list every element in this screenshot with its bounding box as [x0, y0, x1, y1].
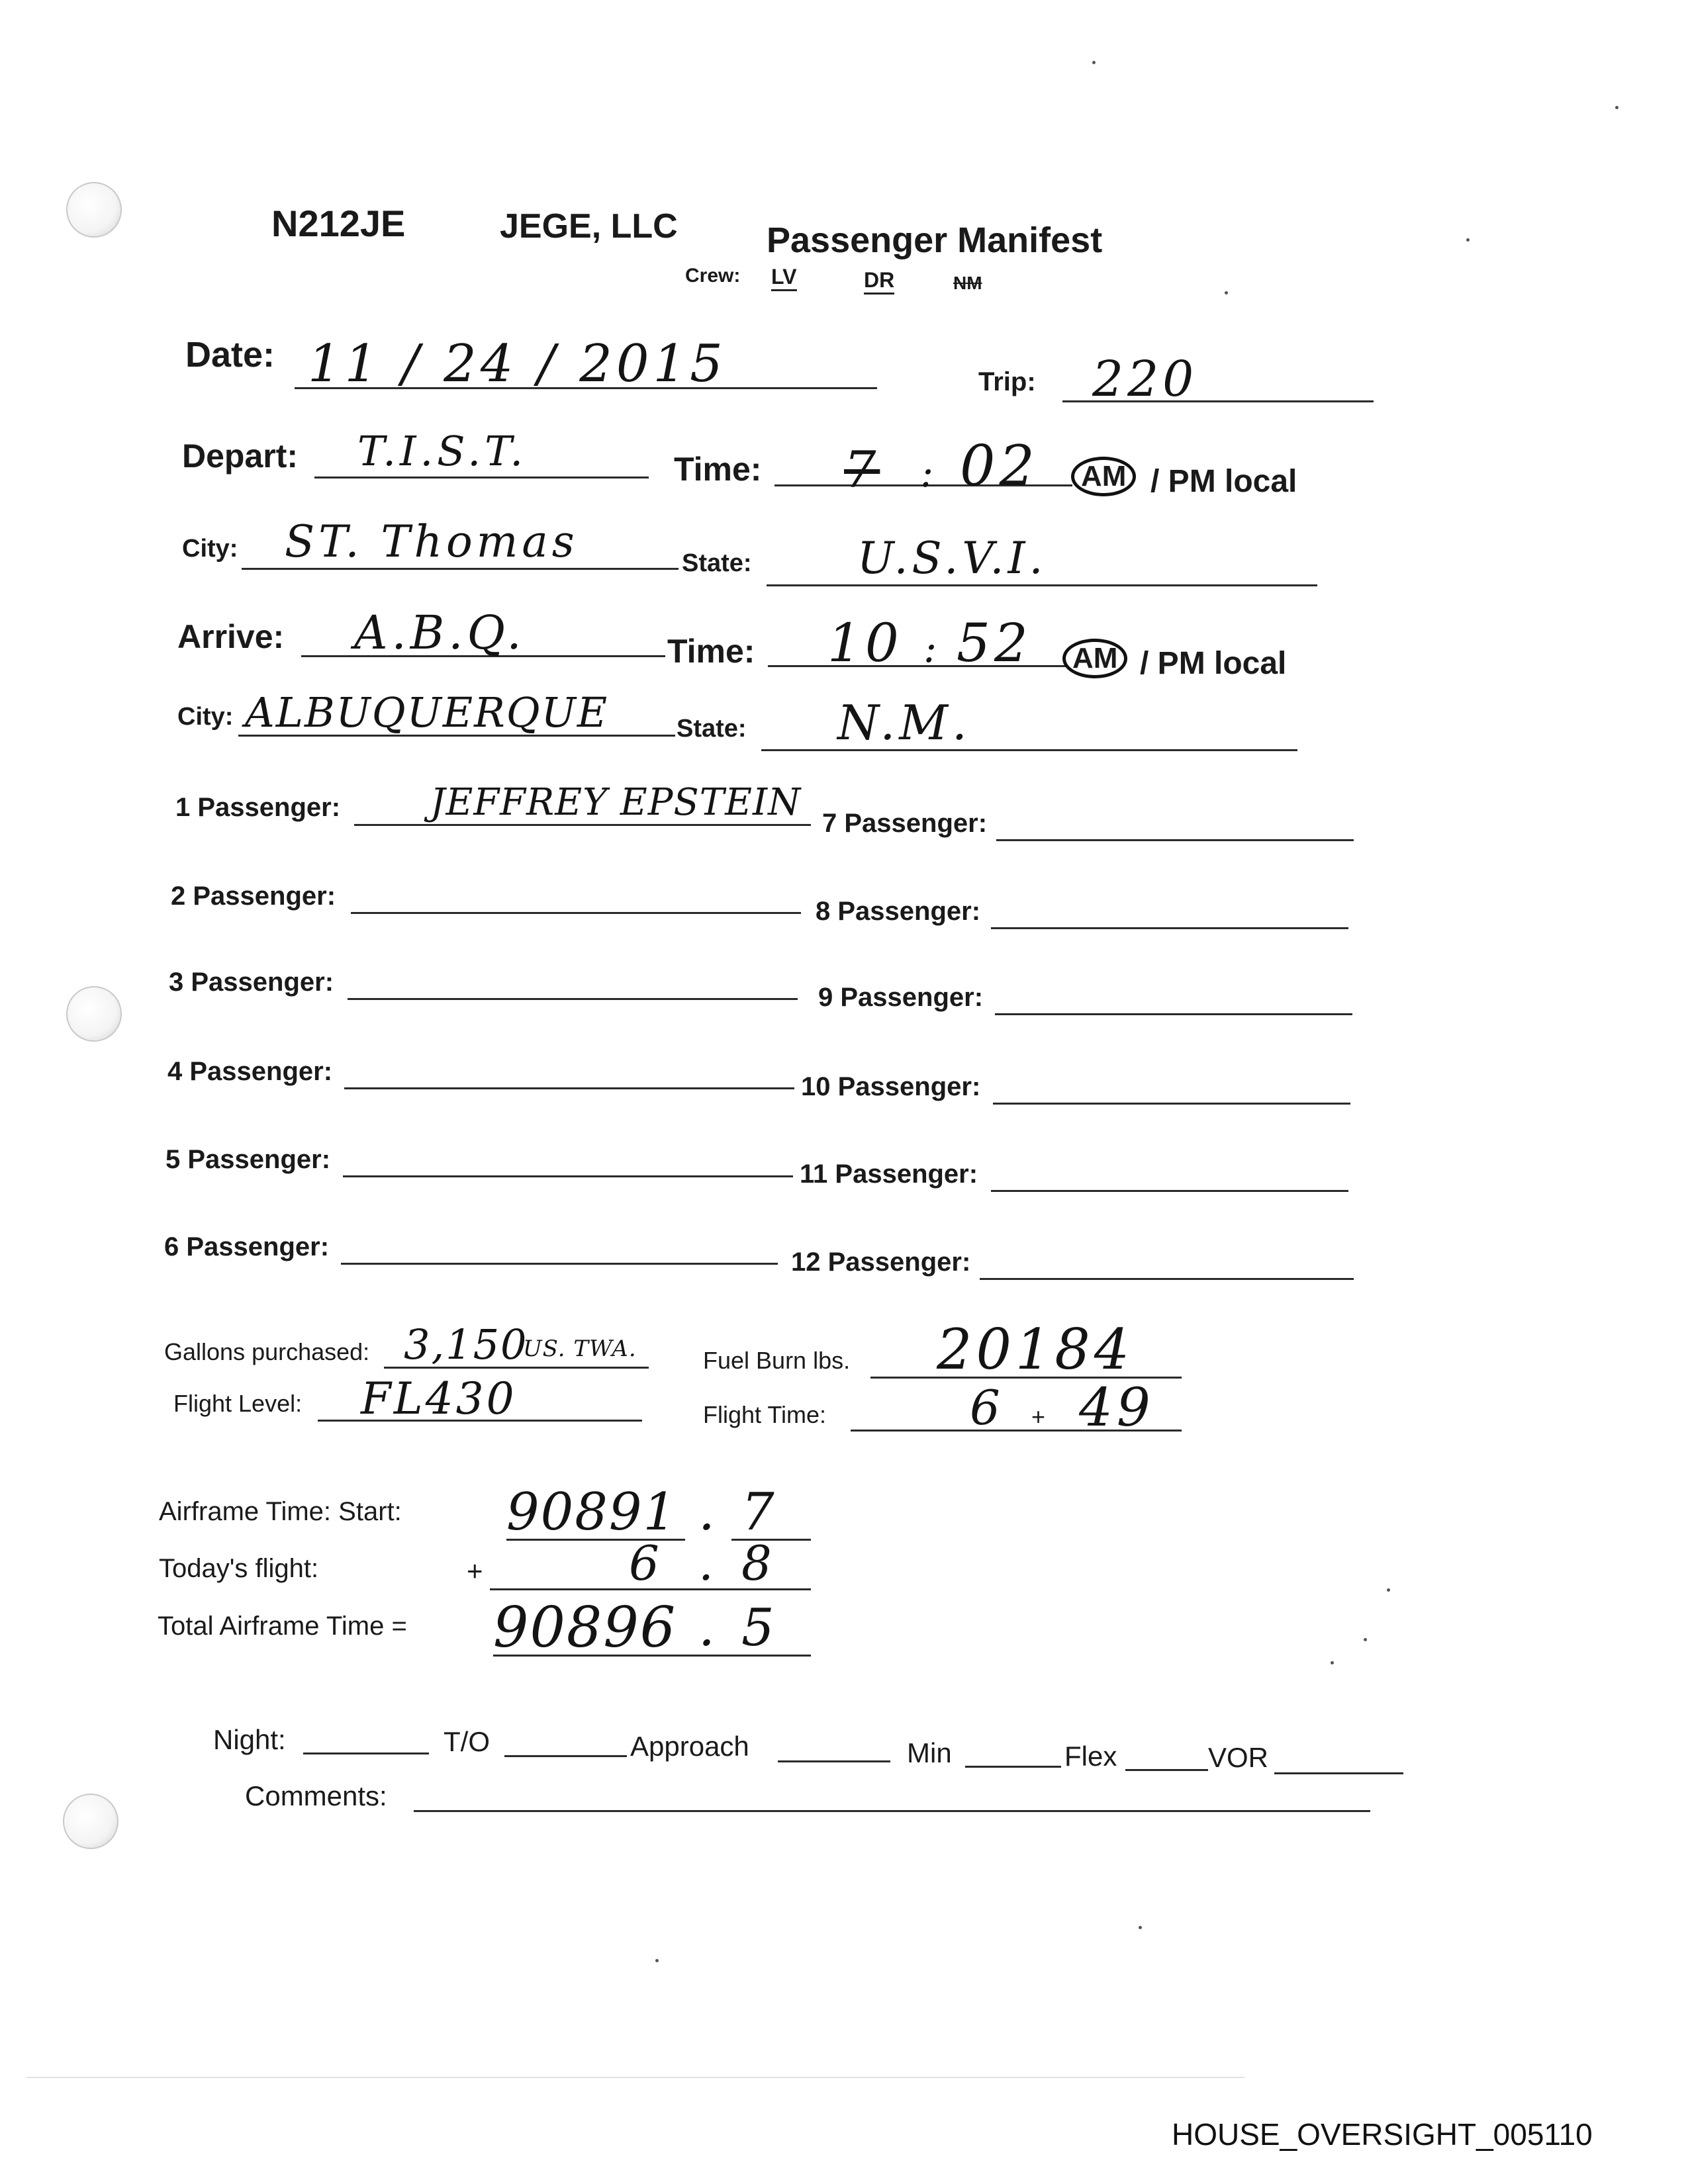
punch-hole: [66, 986, 122, 1042]
passenger-10-label: 10 Passenger:: [801, 1072, 981, 1101]
passenger-1-line: [354, 824, 811, 826]
crew-member-nm: NM: [953, 273, 982, 293]
to-line: [504, 1755, 627, 1757]
date-label: Date:: [185, 335, 275, 375]
depart-time-colon: :: [920, 450, 938, 496]
scan-speck: [1615, 106, 1618, 109]
flight-time-plus: +: [1031, 1403, 1046, 1430]
flight-level-value: FL430: [361, 1373, 517, 1424]
vor-label: VOR: [1208, 1742, 1269, 1773]
todays-flight-dot: .: [698, 1535, 718, 1591]
crew-member-lv: LV: [771, 265, 797, 291]
comments-line: [414, 1810, 1370, 1812]
form-title: Passenger Manifest: [767, 220, 1103, 260]
night-label: Night:: [213, 1724, 286, 1755]
passenger-4-line: [344, 1087, 794, 1089]
depart-pm-local: / PM local: [1150, 464, 1297, 499]
flex-label: Flex: [1064, 1741, 1117, 1772]
passenger-2-label: 2 Passenger:: [171, 882, 336, 911]
scan-speck: [1331, 1661, 1334, 1664]
arrive-city-value: ALBUQUERQUE: [245, 688, 609, 737]
passenger-10-line: [993, 1103, 1350, 1105]
scan-speck: [1364, 1638, 1367, 1641]
approach-label: Approach: [630, 1731, 749, 1762]
todays-flight-line: [490, 1588, 811, 1590]
scan-edge-line: [26, 2077, 1244, 2078]
crew-member-dr: DR: [864, 268, 894, 295]
night-line: [303, 1752, 429, 1754]
flex-line: [1125, 1769, 1208, 1771]
gallons-value: 3,150: [404, 1320, 528, 1369]
total-airframe-dec: 5: [741, 1598, 778, 1658]
approach-line: [778, 1760, 890, 1762]
flight-time-hours: 6: [970, 1380, 1004, 1435]
min-label: Min: [907, 1737, 952, 1768]
depart-city-label: City:: [182, 535, 238, 563]
flight-level-label: Flight Level:: [173, 1390, 303, 1417]
scan-speck: [655, 1959, 659, 1962]
bates-number: HOUSE_OVERSIGHT_005110: [1172, 2117, 1593, 2152]
depart-state-label: State:: [682, 549, 752, 577]
airframe-start-dec: 7: [741, 1482, 778, 1542]
passenger-9-line: [995, 1013, 1352, 1015]
trip-label: Trip:: [978, 367, 1036, 396]
todays-flight-dec: 8: [741, 1535, 776, 1591]
arrive-state-label: State:: [677, 715, 747, 743]
passenger-12-line: [980, 1278, 1354, 1280]
passenger-3-line: [348, 998, 798, 1000]
arrive-label: Arrive:: [177, 618, 285, 655]
min-line: [965, 1766, 1061, 1768]
passenger-6-label: 6 Passenger:: [164, 1232, 330, 1261]
depart-city-value: ST. Thomas: [285, 516, 579, 567]
depart-state-line: [767, 584, 1317, 586]
arrive-pm-local: / PM local: [1140, 646, 1287, 681]
scan-speck: [1139, 1926, 1142, 1929]
passenger-9-label: 9 Passenger:: [818, 983, 984, 1012]
depart-time-hour: 7: [844, 440, 880, 499]
passenger-2-line: [351, 912, 801, 914]
arrive-state-value: N.M.: [837, 695, 971, 751]
tail-number: N212JE: [271, 203, 406, 244]
flight-time-minutes: 49: [1079, 1377, 1154, 1438]
scan-speck: [1466, 238, 1470, 242]
passenger-5-line: [343, 1175, 793, 1177]
fuel-burn-value: 20184: [937, 1317, 1134, 1382]
total-airframe-int: 90896: [493, 1595, 677, 1660]
depart-label: Depart:: [182, 437, 299, 475]
gallons-label: Gallons purchased:: [164, 1338, 370, 1365]
scan-speck: [1387, 1588, 1390, 1592]
arrive-city-label: City:: [177, 703, 234, 731]
passenger-8-line: [991, 927, 1348, 929]
arrive-time-hour: 10: [827, 612, 903, 674]
gallons-note: US. TWA.: [523, 1336, 637, 1362]
punch-hole: [63, 1794, 118, 1849]
total-airframe-dot: .: [698, 1598, 719, 1658]
arrive-time-minutes: 52: [957, 612, 1032, 674]
passenger-11-line: [991, 1190, 1348, 1192]
airframe-start-label: Airframe Time: Start:: [159, 1497, 402, 1526]
passenger-1-label: 1 Passenger:: [175, 793, 341, 822]
todays-flight-plus: +: [467, 1555, 483, 1586]
arrive-time-label: Time:: [667, 633, 755, 670]
airframe-start-int: 90891: [506, 1482, 678, 1542]
passenger-8-label: 8 Passenger:: [816, 897, 981, 926]
passenger-3-label: 3 Passenger:: [169, 968, 334, 997]
passenger-12-label: 12 Passenger:: [791, 1248, 971, 1277]
scan-speck: [1225, 291, 1228, 295]
depart-state-value: U.S.V.I.: [857, 533, 1047, 584]
company-name: JEGE, LLC: [500, 207, 678, 246]
passenger-11-label: 11 Passenger:: [800, 1160, 978, 1189]
arrive-value: A.B.Q.: [354, 606, 526, 660]
todays-flight-label: Today's flight:: [159, 1554, 319, 1583]
depart-value: T.I.S.T.: [357, 427, 528, 475]
depart-line: [314, 477, 649, 478]
passenger-5-label: 5 Passenger:: [165, 1145, 331, 1174]
crew-label: Crew:: [685, 265, 741, 287]
depart-am-circled: AM: [1071, 457, 1136, 496]
passenger-7-line: [996, 839, 1354, 841]
fuel-burn-label: Fuel Burn lbs.: [703, 1347, 851, 1374]
trip-value: 220: [1092, 351, 1198, 408]
passenger-1-value: JEFFREY EPSTEIN: [430, 781, 802, 824]
depart-time-minutes: 02: [960, 433, 1039, 498]
to-label: T/O: [444, 1726, 490, 1757]
total-airframe-line: [493, 1655, 811, 1657]
todays-flight-int: 6: [629, 1535, 663, 1591]
depart-time-label: Time:: [674, 451, 762, 488]
scan-speck: [1092, 61, 1096, 64]
passenger-4-label: 4 Passenger:: [167, 1057, 333, 1086]
vor-line: [1274, 1772, 1403, 1774]
comments-label: Comments:: [245, 1780, 387, 1811]
flight-time-label: Flight Time:: [703, 1401, 827, 1428]
arrive-am-circled: AM: [1062, 639, 1127, 678]
passenger-6-line: [341, 1263, 778, 1265]
punch-hole: [66, 182, 122, 238]
passenger-7-label: 7 Passenger:: [822, 809, 988, 838]
arrive-time-colon: :: [923, 625, 941, 672]
date-value: 11 / 24 / 2015: [308, 334, 727, 394]
total-airframe-label: Total Airframe Time =: [158, 1612, 407, 1641]
depart-city-line: [242, 568, 679, 570]
airframe-start-dot: .: [698, 1482, 719, 1542]
